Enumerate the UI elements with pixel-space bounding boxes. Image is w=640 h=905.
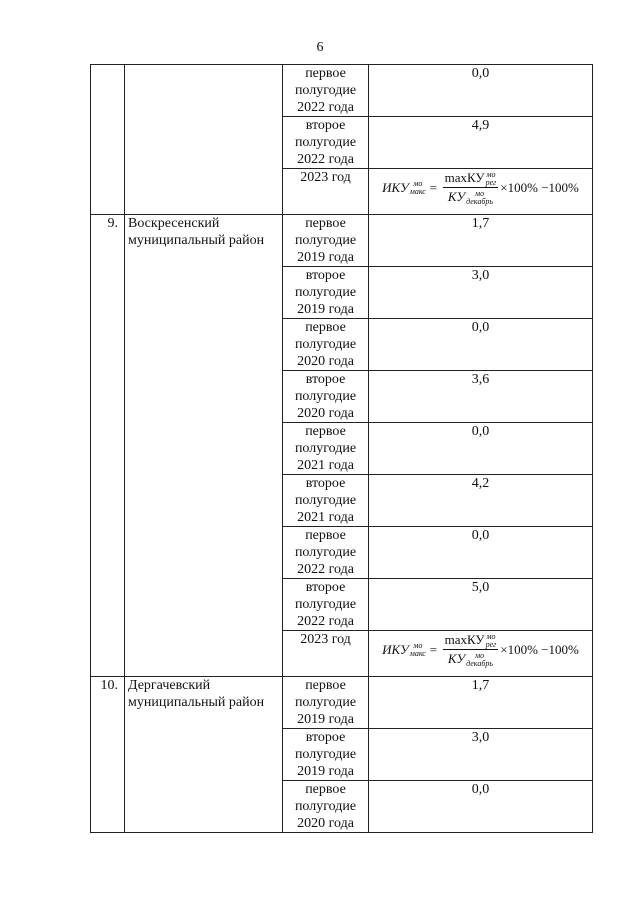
formula: ИКУ мо макс = maxКУ мо рег КУ мо декабрь ×100% −100% [382, 632, 579, 669]
value-cell: 0,0 [369, 319, 593, 371]
period-cell: второе полугодие 2021 года [283, 475, 369, 527]
period-cell: 2023 год [283, 169, 369, 215]
table-row [91, 65, 593, 117]
period-cell: второе полугодие 2019 года [283, 729, 369, 781]
period-cell: первое полугодие 2020 года [283, 319, 369, 371]
value-cell: 4,9 [369, 117, 593, 169]
period-cell: первое полугодие 2019 года [283, 215, 369, 267]
district-name-cell [125, 65, 283, 215]
value-cell: 5,0 [369, 579, 593, 631]
row-number-cell [91, 65, 125, 215]
value-cell: 0,0 [369, 527, 593, 579]
period-cell: второе полугодие 2022 года [283, 579, 369, 631]
value-cell: 0,0 [369, 423, 593, 475]
formula: ИКУ мо макс = maxКУ мо рег КУ мо декабрь ×100% −100% [382, 170, 579, 207]
period-cell: 2023 год [283, 631, 369, 677]
period-cell: первое полугодие 2021 года [283, 423, 369, 475]
page-number: 6 [316, 40, 324, 55]
value-cell: 0,0 [369, 65, 593, 117]
period-cell: первое полугодие 2020 года [283, 781, 369, 833]
value-cell: 4,2 [369, 475, 593, 527]
formula-cell [369, 169, 593, 215]
value-cell: 1,7 [369, 215, 593, 267]
district-name-cell: Дергачевский муниципальный район [125, 677, 283, 833]
period-cell: второе полугодие 2019 года [283, 267, 369, 319]
table-row [91, 677, 593, 729]
value-cell: 3,0 [369, 729, 593, 781]
formula-cell [369, 631, 593, 677]
indicator-table [90, 64, 593, 833]
value-cell: 3,6 [369, 371, 593, 423]
period-cell: второе полугодие 2020 года [283, 371, 369, 423]
row-number-cell: 9. [91, 215, 125, 677]
value-cell: 1,7 [369, 677, 593, 729]
district-name-cell: Воскресенский муниципальный район [125, 215, 283, 677]
table-row [91, 215, 593, 267]
period-cell: первое полугодие 2022 года [283, 527, 369, 579]
value-cell: 0,0 [369, 781, 593, 833]
period-cell: первое полугодие 2022 года [283, 65, 369, 117]
value-cell: 3,0 [369, 267, 593, 319]
period-cell: первое полугодие 2019 года [283, 677, 369, 729]
period-cell: второе полугодие 2022 года [283, 117, 369, 169]
row-number-cell: 10. [91, 677, 125, 833]
